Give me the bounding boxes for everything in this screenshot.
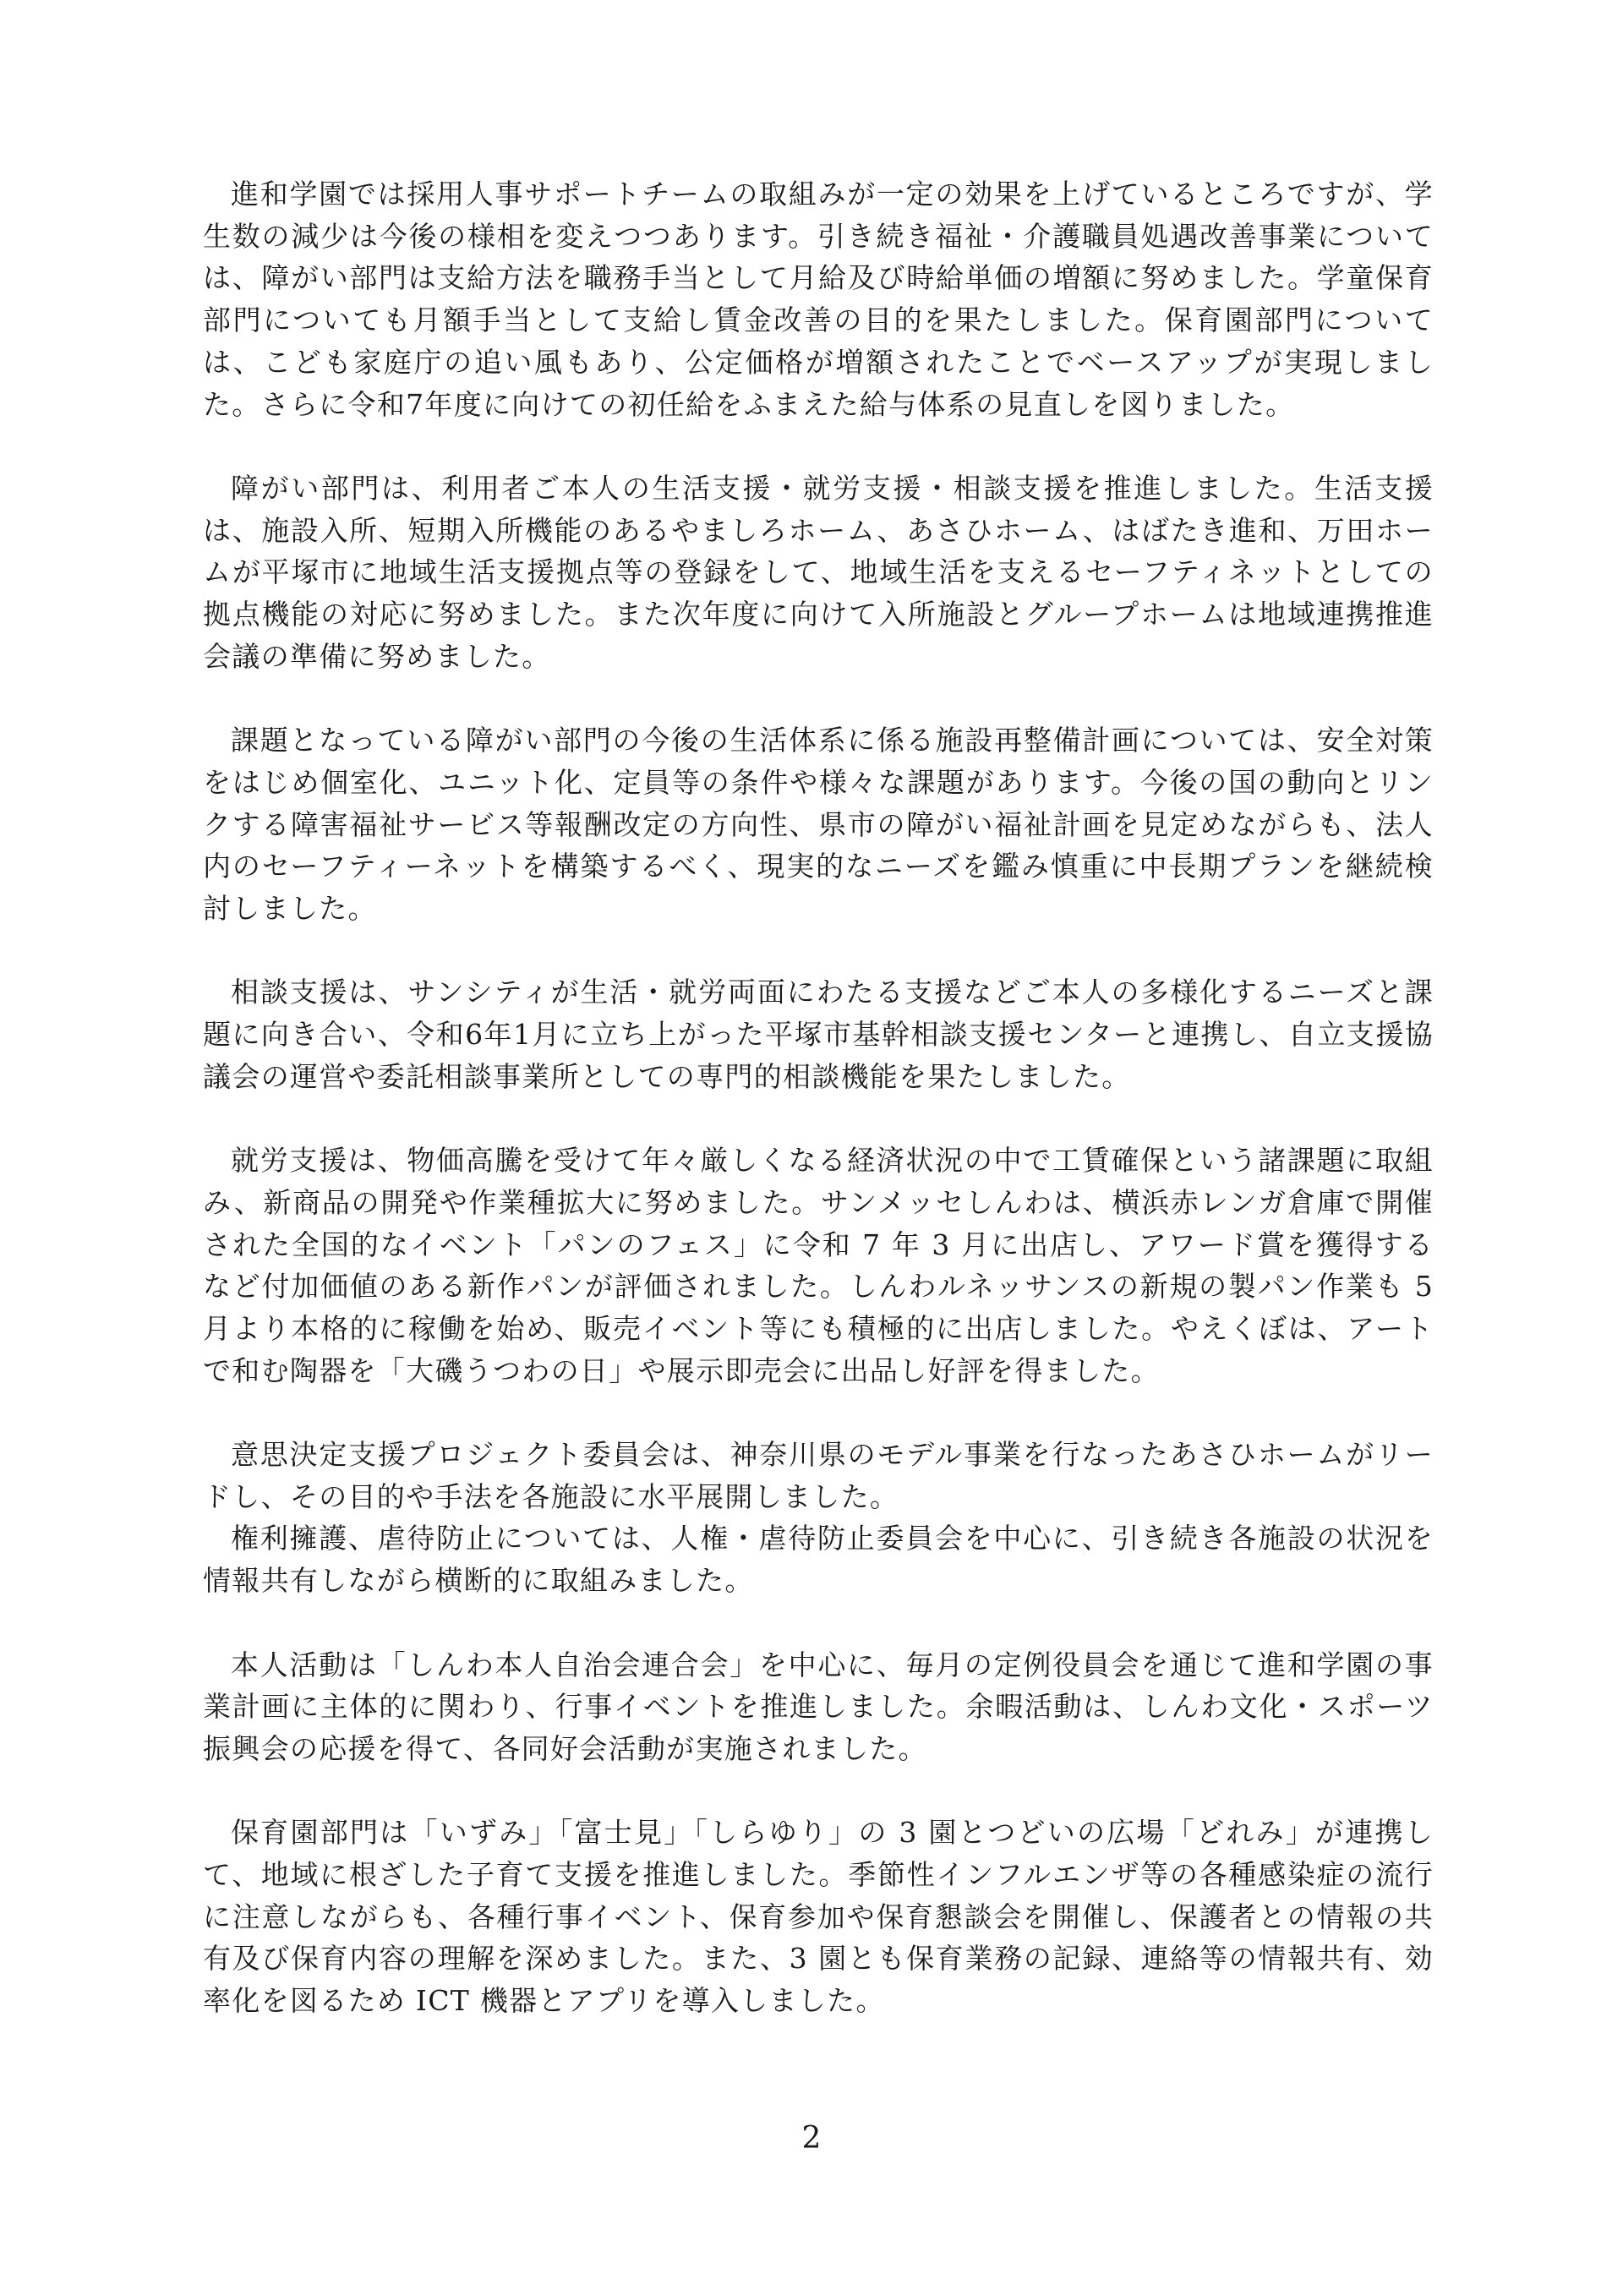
paragraph-employment-support: 就労支援は、物価高騰を受けて年々厳しくなる経済状況の中で工賃確保という諸課題に取組み、新商品の開発や作業種拡大に努めました。サンメッセしんわは、横浜赤レンガ倉庫で開催された全国的なイベント「パンのフェス」に令和 7 年 3 月に出店し、アワード賞を獲得するなど付加価値のある新作パンが評価されました。しんわルネッサンスの新規の製パン作業も 5 月より本格的に稼働を始め、販売イベント等にも積極的に出店しました。やえくぼは、アートで和む陶器を「大磯うつわの日」や展示即売会に出品し好評を得ました。 <box>203 1144 1434 1387</box>
paragraph-gap <box>203 1770 1434 1812</box>
paragraph-facility-plan: 課題となっている障がい部門の今後の生活体系に係る施設再整備計画については、安全対策をはじめ個室化、ユニット化、定員等の条件や様々な課題があります。今後の国の動向とリンクする障害福祉サービス等報酬改定の方向性、県市の障がい福祉計画を見定めながらも、法人内のセーフティーネットを構築するべく、現実的なニーズを鑑み慎重に中長期プランを継続検討しました。 <box>203 724 1434 925</box>
paragraph-staff-treatment: 進和学園では採用人事サポートチームの取組みが一定の効果を上げているところですが、学生数の減少は今後の様相を変えつつあります。引き続き福祉・介護職員処遇改善事業については、障がい部門は支給方法を職務手当として月給及び時給単価の増額に努めました。学童保育部門についても月額手当として支給し賃金改善の目的を果たしました。保育園部門については、こども家庭庁の追い風もあり、公定価格が増額されたことでベースアップが実現しました。さらに令和7年度に向けての初任給をふまえた給与体系の見直しを図りました。 <box>203 178 1434 421</box>
page-number: 2 <box>801 2121 822 2156</box>
paragraph-gap <box>203 677 1434 719</box>
paragraph-rights-advocacy: 権利擁護、虐待防止については、人権・虐待防止委員会を中心に、引き続き各施設の状況を情報共有しながら横断的に取組みました。 <box>203 1522 1434 1598</box>
paragraph-nursery: 保育園部門は「いずみ」「富士見」「しらゆり」の 3 園とつどいの広場「どれみ」が連携して、地域に根ざした子育て支援を推進しました。季節性インフルエンザ等の各種感染症の流行に注意しながらも、各種行事イベント、保育参加や保育懇談会を開催し、保護者との情報の共有及び保育内容の理解を深めました。また、3 園とも保育業務の記録、連絡等の情報共有、効率化を図るため ICT 機器とアプリを導入しました。 <box>203 1816 1434 2018</box>
paragraph-disability-support: 障がい部門は、利用者ご本人の生活支援・就労支援・相談支援を推進しました。生活支援は、施設入所、短期入所機能のあるやましろホーム、あさひホーム、はばたき進和、万田ホームが平塚市に地域生活支援拠点等の登録をして、地域生活を支えるセーフティネットとしての拠点機能の対応に努めました。また次年度に向けて入所施設とグループホームは地域連携推進会議の準備に努めました。 <box>203 471 1434 673</box>
paragraph-gap <box>203 1602 1434 1644</box>
paragraph-gap <box>203 1097 1434 1140</box>
paragraph-gap <box>203 930 1434 972</box>
paragraph-decision-support: 意思決定支援プロジェクト委員会は、神奈川県のモデル事業を行なったあさひホームがリードし、その目的や手法を各施設に水平展開しました。 <box>203 1438 1434 1513</box>
document-body <box>203 173 1434 2022</box>
paragraph-consultation-support: 相談支援は、サンシティが生活・就労両面にわたる支援などご本人の多様化するニーズと課題に向き合い、令和6年1月に立ち上がった平塚市基幹相談支援センターと連携し、自立支援協議会の運営や委託相談事業所としての専門的相談機能を果たしました。 <box>203 976 1434 1093</box>
paragraph-gap <box>203 1391 1434 1434</box>
paragraph-self-advocacy: 本人活動は「しんわ本人自治会連合会」を中心に、毎月の定例役員会を通じて進和学園の事業計画に主体的に関わり、行事イベントを推進しました。余暇活動は、しんわ文化・スポーツ振興会の応援を得て、各同好会活動が実施されました。 <box>203 1648 1434 1765</box>
paragraph-gap <box>203 425 1434 467</box>
